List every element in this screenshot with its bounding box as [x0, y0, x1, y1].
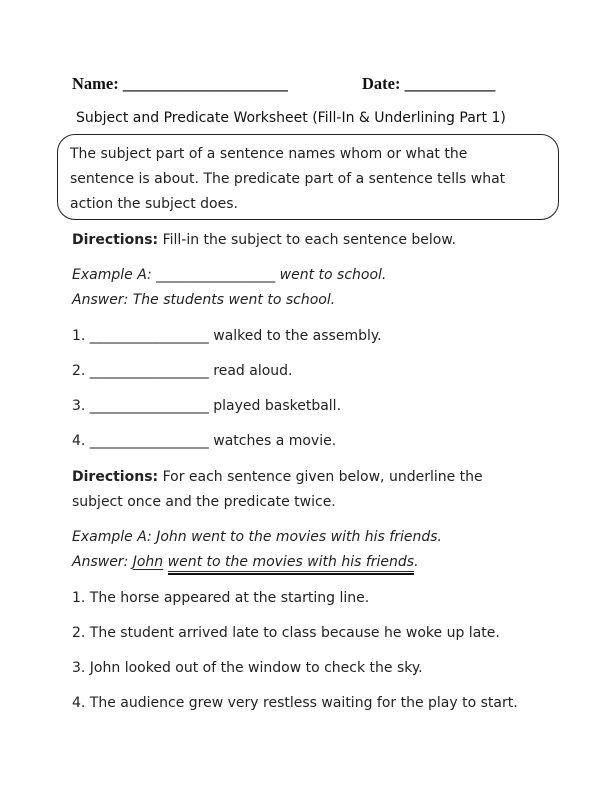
section1-item-3: 3. _________________ played basketball. [72, 398, 342, 414]
section2-answer-prefix: Answer: [72, 554, 133, 570]
section2-item-3: 3. John looked out of the window to check the sky. [72, 660, 423, 676]
answer-predicate-double-underlined [168, 554, 414, 570]
section1-directions-label: Directions: [72, 232, 159, 248]
answer-subject-underlined: John [132, 554, 164, 570]
intro-line-2: sentence is about. The predicate part of a sentence tells what [70, 171, 506, 187]
name-field-label: Name: ____________________ [72, 74, 288, 93]
section1-item-4: 4. _________________ watches a movie. [72, 433, 337, 449]
section2-item-2: 2. The student arrived late to class because he woke up late. [72, 625, 500, 641]
section2-directions-label: Directions: [72, 469, 159, 485]
section2-example: Example A: John went to the movies with his friends. [72, 529, 442, 545]
section2-answer [72, 554, 419, 570]
intro-line-1: The subject part of a sentence names whom or what the [70, 146, 468, 162]
section1-answer: Answer: The students went to school. [72, 292, 336, 308]
predicate-underline-1 [168, 571, 414, 573]
section1-item-1: 1. _________________ walked to the assembly. [72, 328, 382, 344]
answer-predicate-text: went to the movies with his friends [167, 554, 415, 570]
section2-directions-line2: subject once and the predicate twice. [72, 494, 336, 510]
section1-directions [72, 232, 456, 248]
section2-directions-line1 [72, 469, 483, 485]
answer-period: . [414, 554, 419, 570]
predicate-underline-2 [168, 573, 414, 575]
section2-item-4: 4. The audience grew very restless waiting for the play to start. [72, 695, 518, 711]
section2-item-1: 1. The horse appeared at the starting line. [72, 590, 370, 606]
section1-directions-text: Fill-in the subject to each sentence below. [158, 232, 456, 248]
section2-directions-text: For each sentence given below, underline the [158, 469, 483, 485]
section1-example: Example A: _________________ went to school. [72, 267, 387, 283]
section1-item-2: 2. _________________ read aloud. [72, 363, 293, 379]
date-field-label: Date: ___________ [362, 74, 496, 93]
worksheet-title: Subject and Predicate Worksheet (Fill-In & Underlining Part 1) [76, 110, 506, 126]
intro-line-3: action the subject does. [70, 196, 238, 212]
